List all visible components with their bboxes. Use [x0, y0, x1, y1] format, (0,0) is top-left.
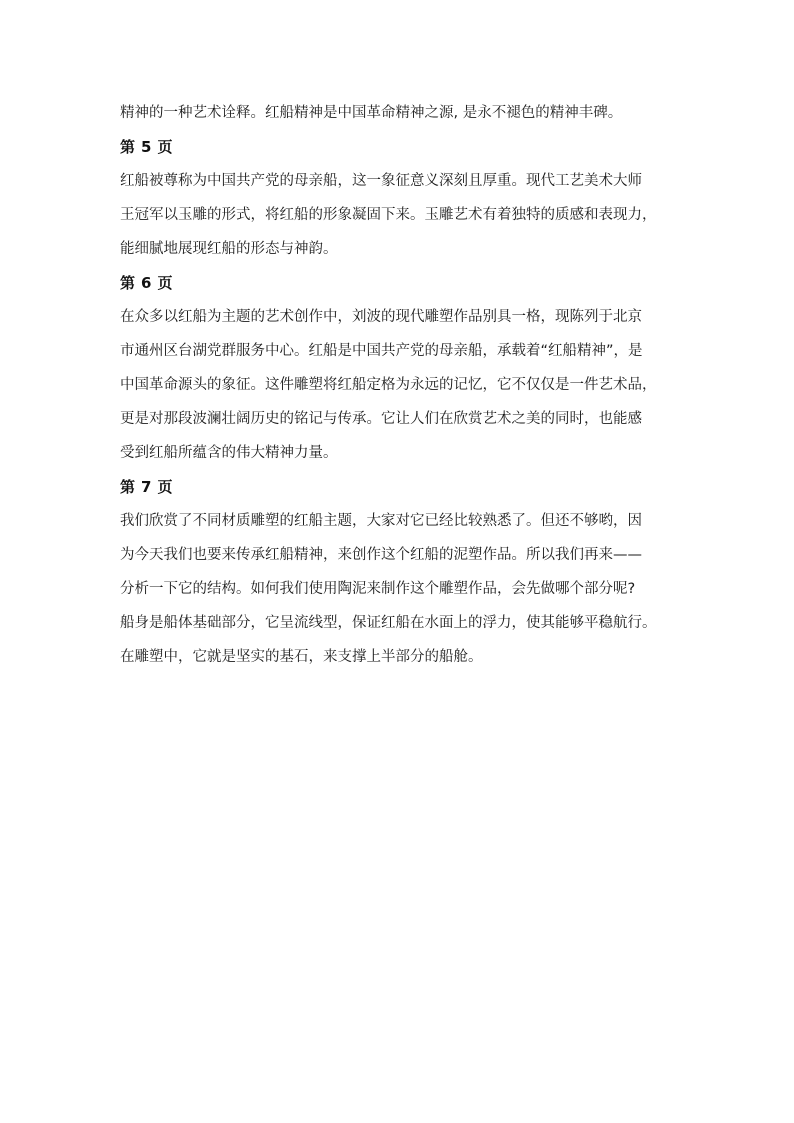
- heading-prefix: 第: [120, 274, 136, 292]
- paragraph-line: 受到红船所蕴含的伟大精神力量。: [120, 445, 338, 461]
- paragraph-line: 红船被尊称为中国共产党的母亲船，这一象征意义深刻且厚重。现代工艺美术大师: [120, 173, 642, 189]
- paragraph-line: 为今天我们也要来传承红船精神，来创作这个红船的泥塑作品。所以我们再来——: [120, 547, 642, 563]
- heading-prefix: 第: [120, 478, 136, 496]
- paragraph-line: 市通州区台湖党群服务中心。红船是中国共产党的母亲船，承载着“红船精神”，是: [120, 343, 643, 359]
- heading-prefix: 第: [120, 138, 136, 156]
- document-body: [120, 96, 690, 674]
- paragraph-line: 我们欣赏了不同材质雕塑的红船主题，大家对它已经比较熟悉了。但还不够哟，因: [120, 513, 642, 529]
- paragraph-line: 船身是船体基础部分，它呈流线型，保证红船在水面上的浮力，使其能够平稳航行。: [120, 615, 657, 631]
- heading-number: 6: [141, 274, 152, 292]
- paragraph-line: 分析一下它的结构。如何我们使用陶泥来制作这个雕塑作品，会先做哪个部分呢?: [120, 581, 636, 597]
- heading-suffix: 页: [157, 138, 173, 156]
- paragraph-line: 在众多以红船为主题的艺术创作中，刘波的现代雕塑作品别具一格，现陈列于北京: [120, 309, 642, 325]
- section-heading-page-5: [120, 130, 690, 164]
- heading-suffix: 页: [157, 478, 173, 496]
- heading-number: 7: [141, 478, 152, 496]
- paragraph-line: 更是对那段波澜壮阔历史的铭记与传承。它让人们在欣赏艺术之美的同时，也能感: [120, 411, 642, 427]
- heading-suffix: 页: [157, 274, 173, 292]
- section-heading-page-7: [120, 470, 690, 504]
- paragraph-line: 能细腻地展现红船的形态与神韵。: [120, 241, 338, 257]
- paragraph-line: 中国革命源头的象征。这件雕塑将红船定格为永远的记忆，它不仅仅是一件艺术品，: [120, 377, 657, 393]
- paragraph-line: 在雕塑中，它就是坚实的基石，来支撑上半部分的船舱。: [120, 649, 483, 665]
- heading-number: 5: [141, 138, 152, 156]
- paragraph-line: 王冠军以玉雕的形式，将红船的形象凝固下来。玉雕艺术有着独特的质感和表现力，: [120, 207, 657, 223]
- section-heading-page-6: [120, 266, 690, 300]
- intro-line: 精神的一种艺术诠释。红船精神是中国革命精神之源, 是永不褪色的精神丰碑。: [120, 105, 623, 121]
